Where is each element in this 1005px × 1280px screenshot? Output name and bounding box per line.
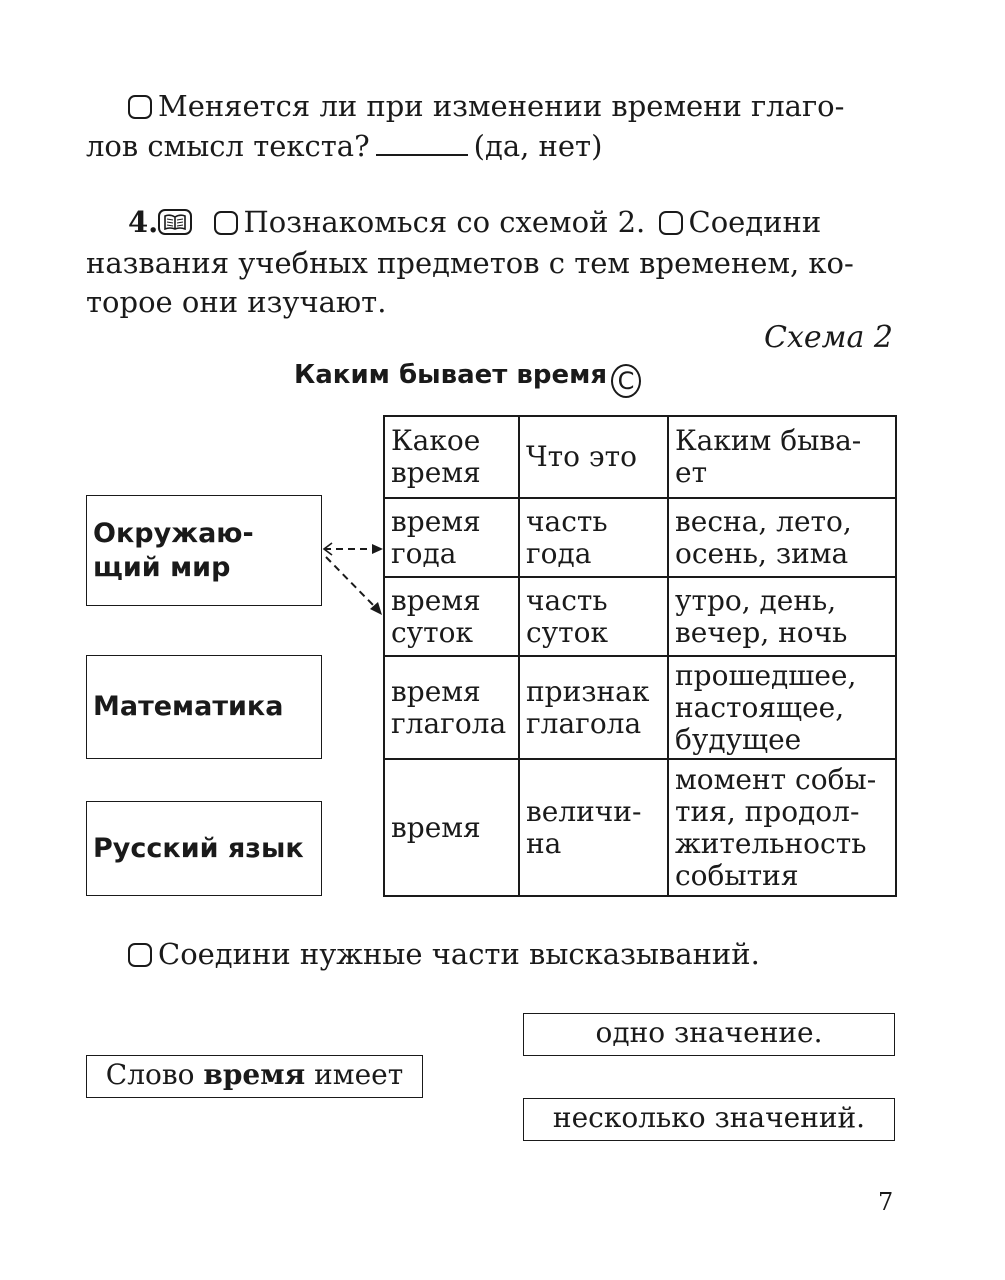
table-header-cell: Каким быва- ет: [668, 416, 896, 498]
task-connect-line: [128, 934, 760, 974]
subject-box-russkiy-yazyk[interactable]: Русский язык: [86, 801, 322, 896]
task4-line-3: торое они изучают.: [86, 285, 387, 319]
table-cell: часть суток: [519, 577, 668, 656]
dashed-arrow-to-vremya-goda: [324, 543, 383, 555]
table-header-cell: Какое время: [384, 416, 519, 498]
schema-label: Схема 2: [763, 320, 893, 355]
table-cell: утро, день, вечер, ночь: [668, 577, 896, 656]
table-cell: величи- на: [519, 759, 668, 896]
circled-c-icon: С: [611, 364, 641, 398]
option-box-several-meanings[interactable]: несколько значений.: [523, 1098, 895, 1141]
task-number: 4.: [128, 205, 159, 239]
checkbox-icon[interactable]: [128, 943, 152, 967]
task4-part2: Соедини: [688, 205, 822, 239]
task-connect-text: Соедини нужные части высказываний.: [158, 937, 760, 971]
table-cell: прошедшее, настоящее, будущее: [668, 656, 896, 759]
table-cell: время: [384, 759, 519, 896]
table-cell: признак глагола: [519, 656, 668, 759]
dashed-arrow-to-vremya-sutok: [326, 557, 382, 615]
task4-line-2: названия учебных предметов с тем временем, ко-: [86, 246, 854, 280]
sentence-start-box[interactable]: [86, 1055, 423, 1098]
question-options: (да, нет): [473, 129, 603, 163]
sentence-bold-word: время: [203, 1058, 306, 1091]
subject-box-matematika[interactable]: Математика: [86, 655, 322, 759]
option-box-one-meaning[interactable]: одно значение.: [523, 1013, 895, 1056]
question-text-2: лов смысл текста?: [86, 129, 370, 163]
subject-box-okruzhayushchiy-mir[interactable]: Окружаю- щий мир: [86, 495, 322, 606]
table-header-cell: Что это: [519, 416, 668, 498]
task4-part1: Познакомься со схемой 2.: [243, 205, 646, 239]
page-number: 7: [878, 1188, 894, 1216]
question-text-1: Меняется ли при изменении времени глаго-: [158, 89, 845, 123]
table-cell: время глагола: [384, 656, 519, 759]
sentence-suffix: имеет: [314, 1058, 404, 1091]
sentence-prefix: Слово: [105, 1058, 195, 1091]
table-cell: время года: [384, 498, 519, 577]
table-cell: момент собы- тия, продол- жительность события: [668, 759, 896, 896]
table-cell: время суток: [384, 577, 519, 656]
table-cell: часть года: [519, 498, 668, 577]
table-cell: весна, лето, осень, зима: [668, 498, 896, 577]
diagram-title: Каким бывает время: [294, 360, 608, 390]
